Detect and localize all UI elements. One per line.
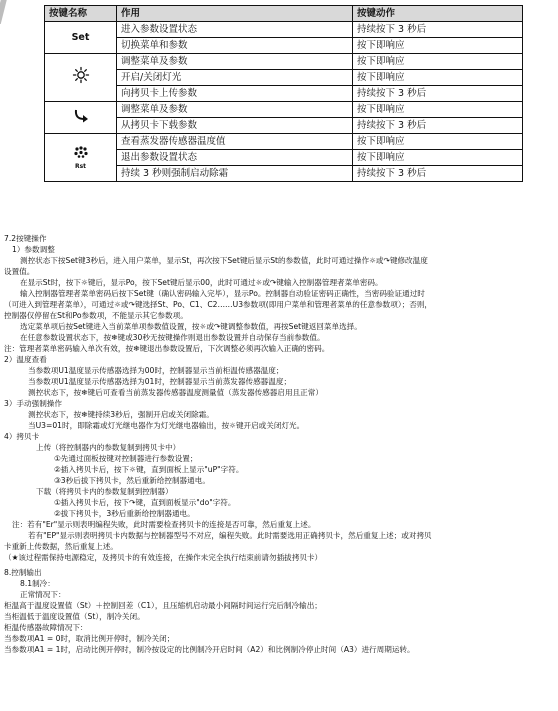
text-line: 在任意参数设置状态下，按❄键或30秒无按键操作则退出参数设置并自动保存当前参数值。 bbox=[20, 333, 325, 342]
text-line: 上传（将控制器内的参数复制到拷贝卡中） bbox=[36, 443, 181, 452]
subsection-heading: 3）手动强制操作 bbox=[4, 399, 62, 408]
action-cell: 按下即响应 bbox=[353, 70, 523, 86]
function-cell: 调整菜单及参数 bbox=[117, 102, 353, 118]
list-item: ②插入拷贝卡后，按下☼键，直到面板上显示"uP"字符。 bbox=[54, 465, 244, 474]
note-line: 注：管理者菜单密码输入单次有效，按❄键退出参数设置后，下次调整必须再次输入正确的密码。 bbox=[4, 344, 330, 353]
instruction-text bbox=[4, 233, 554, 655]
header-function: 作用 bbox=[117, 6, 353, 22]
text-line: 设置值。 bbox=[4, 267, 35, 276]
table-row bbox=[45, 150, 523, 166]
list-item: ①插入拷贝卡后，按下↷键，直到面板显示"do"字符。 bbox=[54, 498, 236, 507]
table-row bbox=[45, 70, 523, 86]
function-cell: 向拷贝卡上传参数 bbox=[117, 86, 353, 102]
function-cell: 退出参数设置状态 bbox=[117, 150, 353, 166]
text-line: 柜温高于温度设置值（St）＋控制回差（C1），且压缩机启动最小间隔时间运行完后制冷输出； bbox=[4, 601, 322, 610]
action-cell: 按下即响应 bbox=[353, 54, 523, 70]
function-cell: 调整菜单及参数 bbox=[117, 54, 353, 70]
action-cell: 持续按下 3 秒后 bbox=[353, 118, 523, 134]
text-line: 测控状态下按Set键3秒后，进入用户菜单，显示St，再次按下Set键后显示St的参数值，此时可通过操作☼或↷键修改温度 bbox=[20, 256, 428, 265]
subsection-heading: 2）温度查看 bbox=[4, 355, 47, 364]
header-key-action: 按键动作 bbox=[353, 6, 523, 22]
page-corner-fold bbox=[0, 0, 11, 22]
function-cell: 查看蒸发器传感器温度值 bbox=[117, 134, 353, 150]
light-key-cell bbox=[45, 54, 117, 102]
set-key-cell bbox=[45, 22, 117, 54]
text-line: （可进入到管理者菜单），可通过☼或↷键选择St、Po、C1、C2……U3参数项(即用户菜单和管理者菜单的任意参数项）；否则， bbox=[4, 300, 433, 309]
text-line: 当参数项A1 = 1时，启动比例开停时，制冷按设定的比例制冷开启时间（A2）和比例制冷停止时间（A3）进行周期运转。 bbox=[4, 645, 415, 654]
note-line: 卡重新上传数据，然后重复上述。 bbox=[4, 542, 118, 551]
action-cell: 持续按下 3 秒后 bbox=[353, 22, 523, 38]
text-line: 当参数项U1温度显示传感器选择为01时，控制器显示当前蒸发器传感器温度； bbox=[28, 377, 292, 386]
text-line: 控制器仅停留在St和Po参数项，不能显示其它参数项。 bbox=[4, 311, 188, 320]
function-cell: 从拷贝卡下载参数 bbox=[117, 118, 353, 134]
action-cell: 按下即响应 bbox=[353, 150, 523, 166]
header-key-name: 按键名称 bbox=[45, 6, 117, 22]
table-row bbox=[45, 86, 523, 102]
text-line: 在显示St时，按下☼键后，显示Po，按下Set键后显示00，此时可通过☼或↷键输入控制器管理者菜单密码。 bbox=[20, 278, 383, 287]
note-line: 注：若有"Er"显示则表明编程失败，此时需要检查拷贝卡的连接是否可靠，然后重复上述。 bbox=[12, 520, 316, 529]
text-line: 当柜温低于温度设置值（St），制冷关闭。 bbox=[4, 612, 145, 621]
text-line: 柜温传感器故障情况下： bbox=[4, 623, 88, 632]
action-cell: 按下即响应 bbox=[353, 134, 523, 150]
action-cell: 持续按下 3 秒后 bbox=[353, 86, 523, 102]
list-item: ①先通过面板按键对控制器进行参数设置； bbox=[54, 454, 198, 463]
section-heading: 8.控制输出 bbox=[4, 568, 42, 577]
table-row bbox=[45, 102, 523, 118]
text-line: 当参数项A1 = 0时，取消比例开停时，制冷关闭； bbox=[4, 634, 175, 643]
download-key-cell bbox=[45, 102, 117, 134]
sun-light-icon bbox=[72, 66, 90, 84]
text-line: 输入控制器管理者菜单密码后按下Set键（确认密码输入完毕），显示Po。控制器自动验证密码正确性，当密码验证通过时 bbox=[20, 289, 425, 298]
table-row bbox=[45, 22, 523, 38]
function-cell: 持续 3 秒则强制启动除霜 bbox=[117, 166, 353, 182]
table-row bbox=[45, 134, 523, 150]
list-item: ③3秒后拔下拷贝卡，然后重新给控制器通电。 bbox=[54, 476, 210, 485]
section-heading: 7.2按键操作 bbox=[4, 234, 47, 243]
subsection-heading: 1）参数调整 bbox=[12, 245, 55, 254]
subsection-heading: 4）拷贝卡 bbox=[4, 432, 40, 441]
defrost-key-cell bbox=[45, 134, 117, 182]
text-line: 当参数项U1温度显示传感器选择为00时，控制器显示当前柜温传感器温度； bbox=[28, 366, 284, 375]
function-cell: 开启/关闭灯光 bbox=[117, 70, 353, 86]
key-function-table bbox=[44, 5, 523, 182]
function-cell: 进入参数设置状态 bbox=[117, 22, 353, 38]
curved-arrow-icon bbox=[72, 107, 90, 123]
text-line: 当U3=01时，即除霜或灯光继电器作为灯光继电器输出，按☼键开启或关闭灯光。 bbox=[28, 421, 305, 430]
action-cell: 持续按下 3 秒后 bbox=[353, 166, 523, 182]
function-cell: 切换菜单和参数 bbox=[117, 38, 353, 54]
table-row bbox=[45, 38, 523, 54]
note-line: 若有"EP"显示则表明拷贝卡内数据与控制器型号不对应，编程失败。此时需要选用正确拷贝卡，然后重复上述；或对拷贝 bbox=[28, 531, 432, 540]
table-row bbox=[45, 118, 523, 134]
defrost-icon bbox=[73, 146, 89, 158]
table-row bbox=[45, 54, 523, 70]
text-line: 测控状态下，按❄键后可查看当前蒸发器传感器温度测量值（蒸发器传感器启用且正常） bbox=[28, 388, 323, 397]
text-line: 下载（将拷贝卡内的参数复制到控制器） bbox=[36, 487, 173, 496]
table-header-row bbox=[45, 6, 523, 22]
rst-label: Rst bbox=[74, 162, 87, 170]
action-cell: 按下即响应 bbox=[353, 38, 523, 54]
text-line: 测控状态下，按❄键持续3秒后，强制开启或关闭除霜。 bbox=[28, 410, 214, 419]
text-line: 选定菜单项后按Set键进入当前菜单项参数值设置，按☼或↷键调整参数值，再按Set键返回菜单选择。 bbox=[20, 322, 362, 331]
note-line: （★该过程需保持电源稳定，及拷贝卡的有效连接，在操作未完全执行结束前请勿插拔拷贝卡） bbox=[4, 553, 323, 562]
action-cell: 按下即响应 bbox=[353, 102, 523, 118]
subsection-heading: 8.1制冷： bbox=[20, 579, 55, 588]
set-key-label: Set bbox=[71, 32, 90, 43]
table-row bbox=[45, 166, 523, 182]
list-item: ②拔下拷贝卡，3秒后重新给控制器通电。 bbox=[54, 509, 195, 518]
text-line: 正常情况下： bbox=[20, 590, 66, 599]
